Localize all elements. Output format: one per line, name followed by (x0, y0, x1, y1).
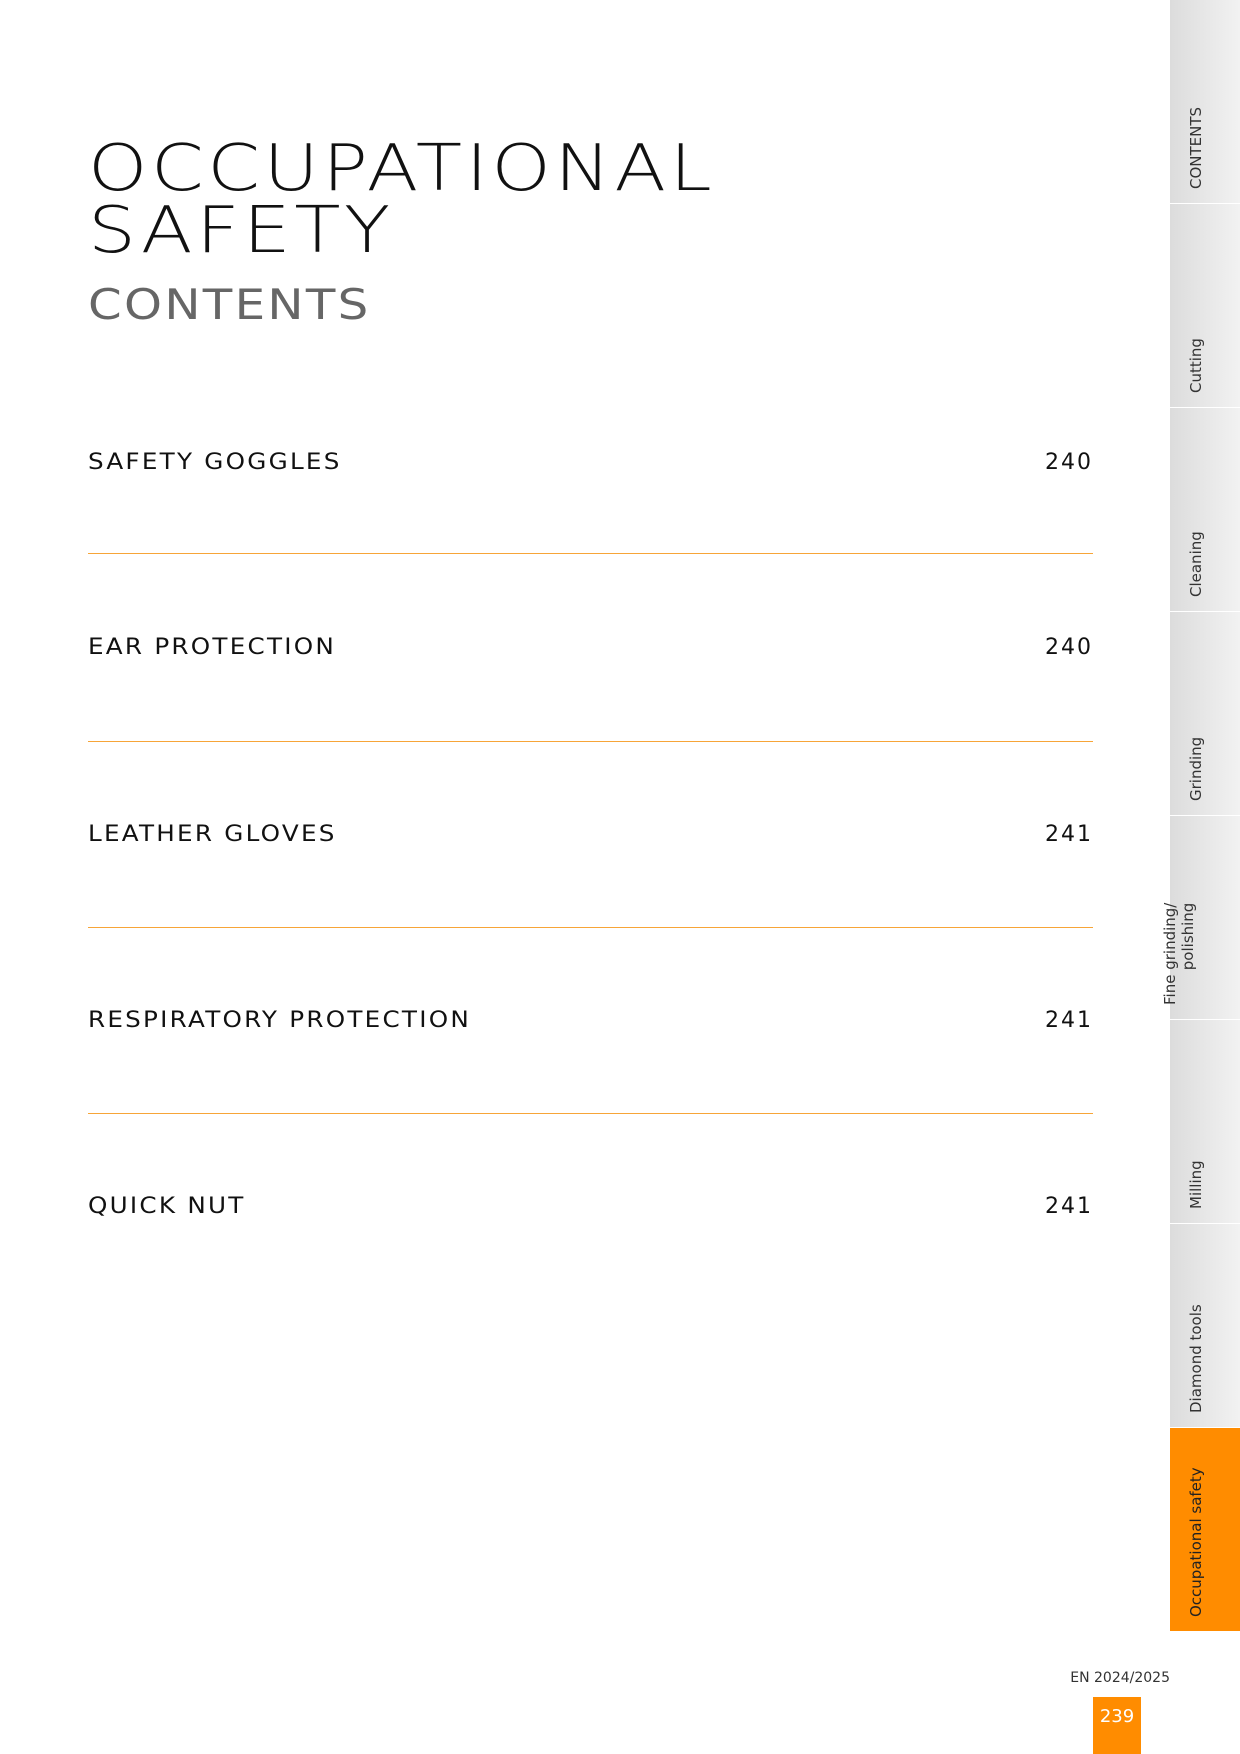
side-tab-grinding[interactable] (1170, 612, 1240, 815)
side-tab-diamond-tools[interactable] (1170, 1224, 1240, 1427)
side-tab-label: Milling (1187, 1160, 1205, 1209)
side-tab-label: Diamond tools (1187, 1304, 1205, 1413)
toc-item-label: SAFETY GOGGLES (88, 450, 342, 475)
page-title-line-2: SAFETY (88, 194, 394, 268)
side-tab-label-line-1: Fine grinding/ (1161, 902, 1179, 1005)
side-tab-label: Occupational safety (1187, 1467, 1205, 1617)
side-tab-label-line-2: polishing (1179, 902, 1197, 971)
side-tab-cutting[interactable] (1170, 204, 1240, 407)
toc-item-quick-nut[interactable] (88, 1194, 1093, 1234)
side-tab-cleaning[interactable] (1170, 408, 1240, 611)
page-number-badge: 239 (1093, 1697, 1141, 1754)
toc-divider (88, 741, 1093, 742)
side-tab-fine-grinding-polishing[interactable] (1161, 816, 1240, 1019)
toc-item-page: 241 (1045, 1008, 1093, 1033)
side-tab-milling[interactable] (1170, 1020, 1240, 1223)
toc-divider (88, 553, 1093, 554)
side-tab-label (1161, 903, 1197, 1005)
toc-item-page: 241 (1045, 822, 1093, 847)
toc-item-ear-protection[interactable] (88, 635, 1093, 675)
side-tab-label: Cleaning (1187, 531, 1205, 597)
side-tab-label: Grinding (1187, 736, 1205, 801)
page-title (88, 132, 716, 268)
side-tab-occupational-safety[interactable] (1170, 1428, 1240, 1631)
toc-item-safety-goggles[interactable] (88, 450, 1093, 490)
toc-item-label: RESPIRATORY PROTECTION (88, 1008, 472, 1033)
toc-item-label: LEATHER GLOVES (88, 822, 337, 847)
side-tab-contents[interactable] (1170, 0, 1240, 203)
toc-item-page: 240 (1045, 635, 1093, 660)
page-subtitle: CONTENTS (88, 280, 371, 329)
toc-item-respiratory-protection[interactable] (88, 1008, 1093, 1048)
toc-item-page: 240 (1045, 450, 1093, 475)
side-tab-label: CONTENTS (1187, 106, 1205, 189)
toc-item-leather-gloves[interactable] (88, 822, 1093, 862)
toc-divider (88, 1113, 1093, 1114)
side-tab-label: Cutting (1187, 338, 1205, 393)
toc-item-page: 241 (1045, 1194, 1093, 1219)
page-title-line-1: OCCUPATIONAL (88, 132, 716, 206)
toc-divider (88, 927, 1093, 928)
side-nav (1161, 0, 1240, 1630)
toc-item-label: QUICK NUT (88, 1194, 246, 1219)
toc-item-label: EAR PROTECTION (88, 635, 337, 660)
edition-label: EN 2024/2025 (1070, 1670, 1170, 1686)
